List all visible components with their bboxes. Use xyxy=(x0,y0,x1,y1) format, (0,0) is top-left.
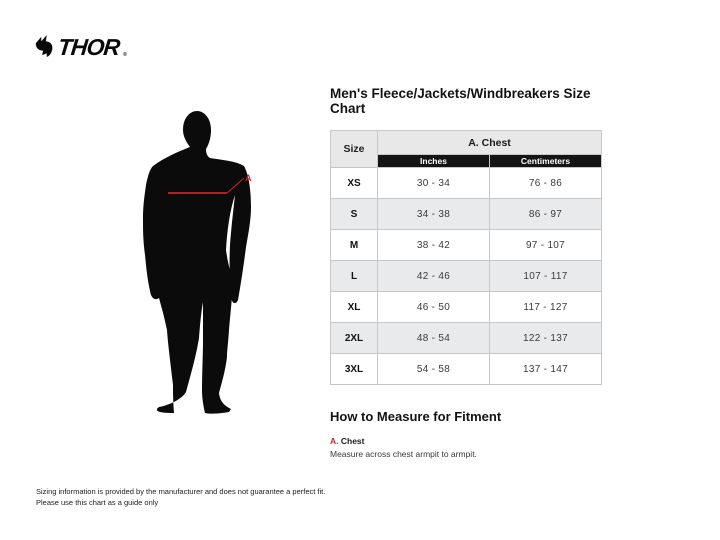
disclaimer-line-2: Please use this chart as a guide only xyxy=(36,497,159,507)
human-silhouette xyxy=(143,111,251,414)
chart-panel xyxy=(330,86,601,459)
centimeters-value: 137 - 147 xyxy=(490,354,602,385)
column-header-centimeters: Centimeters xyxy=(490,155,602,168)
table-row xyxy=(331,230,602,261)
how-to-measure-section xyxy=(330,409,601,459)
centimeters-value: 117 - 127 xyxy=(490,292,602,323)
page-title: Men's Fleece/Jackets/Windbreakers Size Chart xyxy=(330,86,591,116)
inches-value: 30 - 34 xyxy=(378,168,490,199)
table-row xyxy=(331,354,602,385)
size-label: 3XL xyxy=(331,354,378,385)
size-label: M xyxy=(331,230,378,261)
size-chart-table xyxy=(330,130,602,385)
measure-item-description: Measure across chest armpit to armpit. xyxy=(330,449,477,459)
table-row xyxy=(331,292,602,323)
measurement-figure xyxy=(140,105,265,422)
disclaimer xyxy=(36,487,325,509)
centimeters-value: 97 - 107 xyxy=(490,230,602,261)
inches-value: 46 - 50 xyxy=(378,292,490,323)
column-header-size: Size xyxy=(331,131,378,168)
brand-wordmark: THOR xyxy=(56,34,121,60)
size-label: XS xyxy=(331,168,378,199)
size-label: L xyxy=(331,261,378,292)
centimeters-value: 107 - 117 xyxy=(490,261,602,292)
column-header-inches: Inches xyxy=(378,155,490,168)
inches-value: 42 - 46 xyxy=(378,261,490,292)
measure-item xyxy=(330,436,601,459)
brand-logo xyxy=(33,33,127,59)
inches-value: 54 - 58 xyxy=(378,354,490,385)
centimeters-value: 76 - 86 xyxy=(490,168,602,199)
inches-value: 38 - 42 xyxy=(378,230,490,261)
table-row xyxy=(331,261,602,292)
measure-item-label xyxy=(330,436,601,446)
column-header-chest: A. Chest xyxy=(378,131,602,155)
thor-helmet-icon xyxy=(33,33,55,59)
chest-marker-label: A xyxy=(245,173,252,183)
registered-trademark: ® xyxy=(123,52,127,58)
table-row xyxy=(331,199,602,230)
inches-value: 34 - 38 xyxy=(378,199,490,230)
centimeters-value: 86 - 97 xyxy=(490,199,602,230)
measure-item-key: A. xyxy=(330,436,339,446)
disclaimer-line-1: Sizing information is provided by the manufacturer and does not guarantee a perfect fit. xyxy=(36,487,326,496)
measure-item-name: Chest xyxy=(340,436,365,446)
centimeters-value: 122 - 137 xyxy=(490,323,602,354)
inches-value: 48 - 54 xyxy=(378,323,490,354)
size-label: XL xyxy=(331,292,378,323)
table-row xyxy=(331,168,602,199)
how-to-measure-title: How to Measure for Fitment xyxy=(330,409,502,424)
size-label: 2XL xyxy=(331,323,378,354)
size-label: S xyxy=(331,199,378,230)
table-row xyxy=(331,323,602,354)
